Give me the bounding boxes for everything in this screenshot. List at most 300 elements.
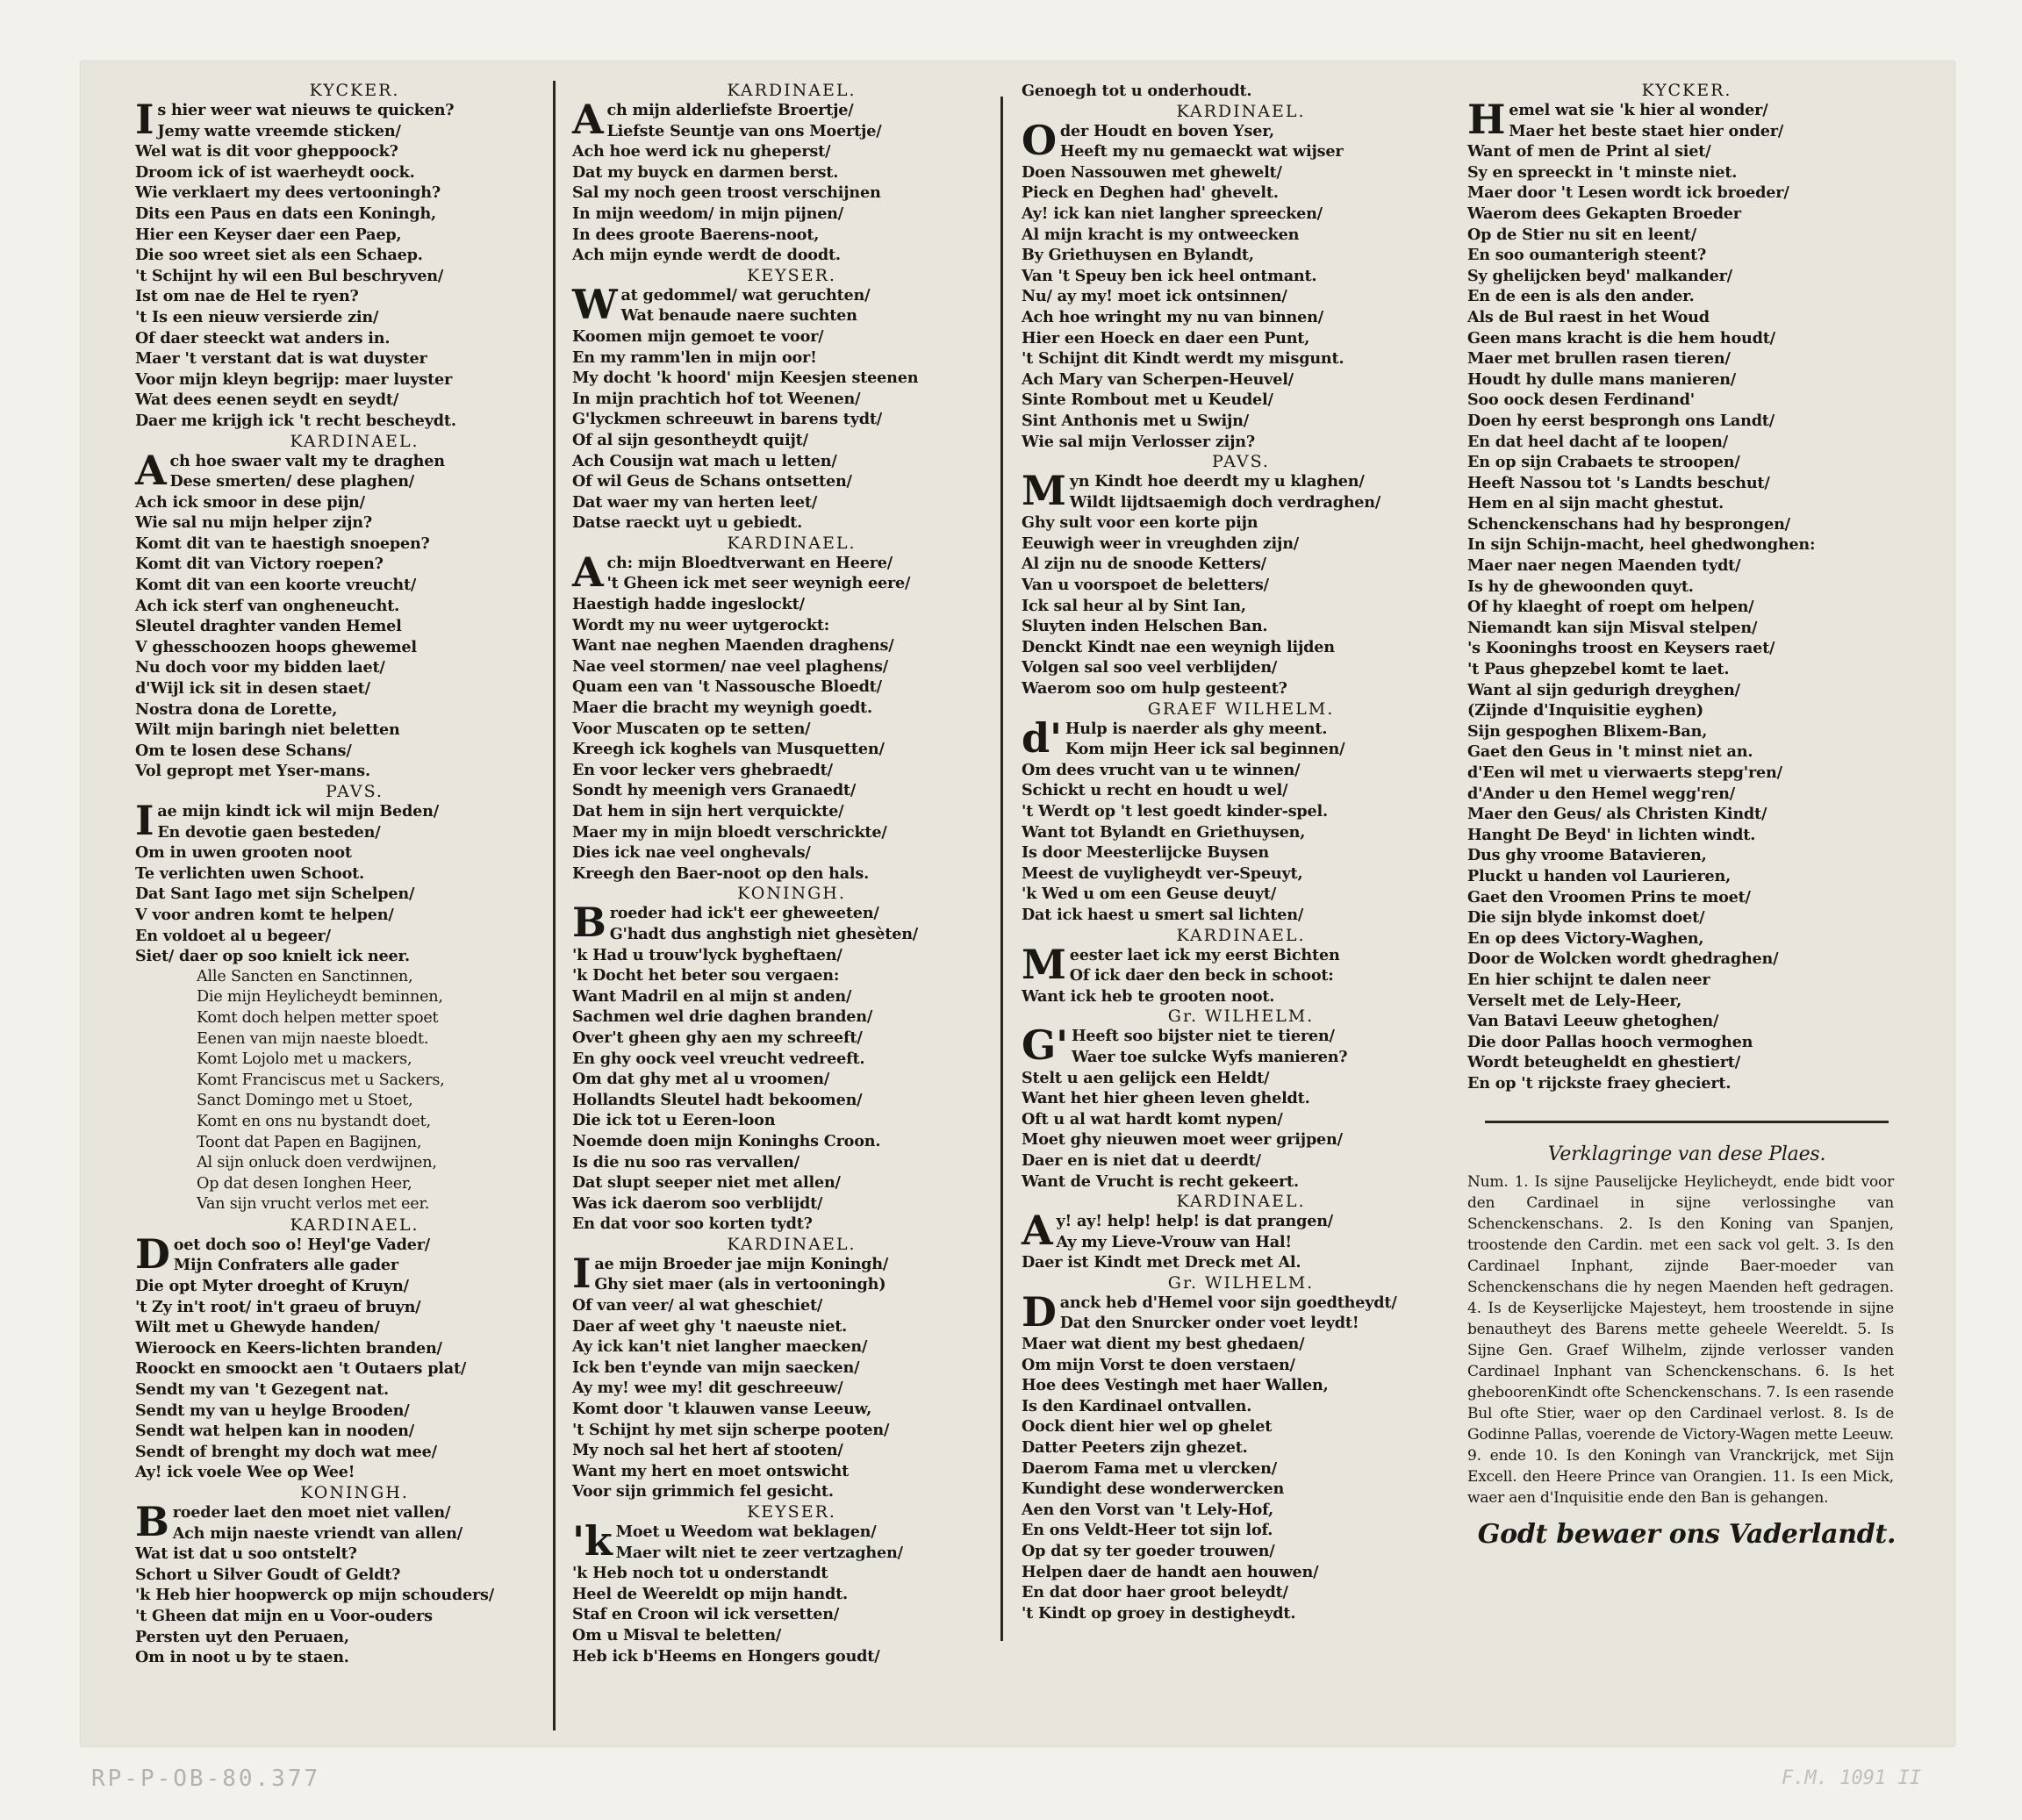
verse-line: Kreegh den Baer-noot op den hals. xyxy=(572,863,870,883)
verse-line: Aen den Vorst van 't Lely-Hof, xyxy=(1022,1500,1273,1519)
verse-line: Hollandts Sleutel hadt bekoomen/ xyxy=(572,1090,863,1109)
verse-line: Of daer steeckt wat anders in. xyxy=(135,328,391,348)
verse-line: Want tot Bylandt en Griethuysen, xyxy=(1022,822,1306,842)
verse-line: Ghy siet maer (als in vertooningh) xyxy=(594,1275,886,1294)
verse-line: Doet doch soo o! Heyl'ge Vader/ xyxy=(135,1229,430,1278)
verse-line: Dat waer my van herten leet/ xyxy=(572,492,818,512)
verse-line: d'Hulp is naerder als ghy meent. xyxy=(1022,713,1328,762)
speaker-heading: KARDINAEL. xyxy=(727,1234,857,1254)
verse-line: Meest de vuyligheydt ver-Speuyt, xyxy=(1022,863,1303,883)
verse-section xyxy=(572,534,1011,885)
verse-line: Daerom Fama met u vlercken/ xyxy=(1022,1458,1277,1478)
verse-line: Schenckenschans had hy besprongen/ xyxy=(1467,514,1790,534)
verse-line: Genoegh tot u onderhoudt. xyxy=(1022,82,1252,100)
verse-line: In mijn weedom/ in mijn pijnen/ xyxy=(572,204,844,223)
verse-line: Ick sal heur al by Sint Ian, xyxy=(1022,596,1246,615)
verse-line: Komt en ons nu bystandt doet, xyxy=(197,1112,431,1130)
verse-line: Om dees vrucht van u te winnen/ xyxy=(1022,760,1301,779)
verse-line: Ist om nae de Hel te ryen? xyxy=(135,287,359,306)
verse-line: Voor sijn grimmich fel gesicht. xyxy=(572,1482,834,1501)
verse-line: Sendt wat helpen kan in nooden/ xyxy=(135,1422,415,1441)
verse-line: Sy en spreeckt in 't minste niet. xyxy=(1467,162,1738,182)
verse-section xyxy=(135,1215,574,1483)
verse-line: Wie sal nu mijn helper zijn? xyxy=(135,513,372,533)
verse-line: Want of men de Print al siet/ xyxy=(1467,142,1711,161)
verse-line: Is door Meesterlijcke Buysen xyxy=(1022,843,1269,863)
verse-line: Daer en is niet dat u deerdt/ xyxy=(1022,1150,1261,1170)
verse-line: Daer me krijgh ick 't recht bescheydt. xyxy=(135,411,456,430)
verse-line: 's Kooninghs troost en Keysers raet/ xyxy=(1467,639,1775,658)
verse-line: Waerom dees Gekapten Broeder xyxy=(1467,204,1741,223)
verse-line: In dees groote Baerens-noot, xyxy=(572,225,820,244)
verse-line: Die door Pallas hooch vermoghen xyxy=(1467,1032,1753,1051)
verse-line: 'k Had u trouw'lyck bygheftaen/ xyxy=(572,945,842,964)
verse-line: Ay my! wee my! dit geschreeuw/ xyxy=(572,1379,843,1398)
verse-line: Broeder laet den moet niet vallen/ xyxy=(135,1498,451,1545)
verse-line: Wie verklaert my dees vertooningh? xyxy=(135,183,441,203)
verse-line: Dat ick haest u smert sal lichten/ xyxy=(1022,905,1304,924)
verse-line: Ick ben t'eynde van mijn saecken/ xyxy=(572,1358,860,1377)
verse-line: Want de Vrucht is recht gekeert. xyxy=(1022,1172,1299,1191)
verse-line: Geen mans kracht is die hem houdt/ xyxy=(1467,328,1775,348)
verse-line: Eeuwigh weer in vreughden zijn/ xyxy=(1022,534,1300,553)
verse-line: Van 't Speuy ben ick heel ontmant. xyxy=(1022,266,1317,285)
verse-line: Hoe dees Vestingh met haer Wallen, xyxy=(1022,1376,1329,1395)
verse-line: Over't gheen ghy aen my schreeft/ xyxy=(572,1028,863,1047)
verse-line: Die sijn blyde inkomst doet/ xyxy=(1467,908,1705,928)
verse-section xyxy=(135,432,574,783)
verse-line: Ach hoe wringht my nu van binnen/ xyxy=(1022,307,1323,326)
verse-line: V voor andren komt te helpen/ xyxy=(135,905,394,924)
verse-line: Die opt Myter droeght of Kruyn/ xyxy=(135,1277,409,1296)
verse-line: Maer den Geus/ als Christen Kindt/ xyxy=(1467,805,1767,824)
verse-line: Niemandt kan sijn Misval stelpen/ xyxy=(1467,618,1758,637)
verse-line: Haestigh hadde ingeslockt/ xyxy=(572,595,805,614)
verse-line: Schort u Silver Goudt of Geldt? xyxy=(135,1565,401,1584)
verse-line: Komt dit van Victory roepen? xyxy=(135,555,384,574)
verse-line: Oder Houdt en boven Yser, xyxy=(1022,116,1274,164)
verse-line: Van u voorspoet de beletters/ xyxy=(1022,576,1269,595)
verse-line: 'k Docht het beter sou vergaen: xyxy=(572,966,840,985)
verse-line: Iae mijn Broeder jae mijn Koningh/ xyxy=(572,1249,889,1297)
verse-line: Datse raeckt uyt u gebiedt. xyxy=(572,513,803,533)
verse-line: Op dat sy ter goeder trouwen/ xyxy=(1022,1542,1275,1560)
verse-line: Komt dit van een koorte vreucht/ xyxy=(135,576,417,595)
verse-line: Denckt Kindt nae een weynigh lijden xyxy=(1022,637,1335,656)
verse-line: En ghy oock veel vreucht vedreeft. xyxy=(572,1049,865,1068)
verse-line: Ay! ick kan niet langher spreecken/ xyxy=(1022,204,1323,223)
explanation-title: Verklagringe van dese Plaes. xyxy=(1547,1143,1826,1165)
verse-line: Komt door 't klauwen vanse Leeuw, xyxy=(572,1400,872,1419)
verse-line: In sijn Schijn-macht, heel ghedwonghen: xyxy=(1467,535,1816,555)
speaker-heading: KEYSER. xyxy=(747,265,836,285)
verse-line: Pluckt u handen vol Laurieren, xyxy=(1467,866,1732,885)
verse-line: Sanct Domingo met u Stoet, xyxy=(197,1092,413,1110)
verse-line: Hanght De Beyd' in lichten windt. xyxy=(1467,825,1756,844)
verse-line: Dus ghy vroome Batavieren, xyxy=(1467,846,1707,865)
verse-section xyxy=(135,967,574,1215)
divider-rule xyxy=(1485,1121,1889,1123)
verse-line: Volgen sal soo veel verblijden/ xyxy=(1022,658,1278,677)
verse-line: Wilt mijn baringh niet beletten xyxy=(135,720,400,740)
verse-line: Ay! ick voele Wee op Wee! xyxy=(135,1463,355,1482)
verse-line: Of van veer/ al wat gheschiet/ xyxy=(572,1296,823,1315)
verse-line: Maer door 't Lesen wordt ick broeder/ xyxy=(1467,183,1789,203)
verse-line: 'kMoet u Weedom wat beklagen/ xyxy=(572,1517,877,1565)
verse-line: Alle Sancten en Sanctinnen, xyxy=(197,967,413,985)
verse-line: Oft u al wat hardt komt nypen/ xyxy=(1022,1109,1283,1129)
verse-line: 't Gheen dat mijn en u Voor-ouders xyxy=(135,1606,433,1625)
verse-line: Quam een van 't Nassousche Bloedt/ xyxy=(572,677,882,697)
text-column-1 xyxy=(135,81,574,1668)
verse-line: Danck heb d'Hemel voor sijn goedtheydt/ xyxy=(1022,1287,1397,1336)
verse-line: Is hier weer wat nieuws te quicken? xyxy=(135,96,455,143)
verse-line: Maer 't verstant dat is wat duyster xyxy=(135,349,427,369)
verse-line: Nu/ ay my! moet ick ontsinnen/ xyxy=(1022,287,1287,306)
verse-line: Maer met brullen rasen tieren/ xyxy=(1467,349,1731,369)
verse-line: Om te losen dese Schans/ xyxy=(135,741,352,760)
verse-section xyxy=(1467,81,1906,1094)
verse-line: Eenen van mijn naeste bloedt. xyxy=(197,1029,429,1048)
verse-line: Doen Nassouwen met ghewelt/ xyxy=(1022,162,1282,182)
speaker-heading: KONINGH. xyxy=(300,1483,409,1502)
verse-line: Komt dit van te haestigh snoepen? xyxy=(135,534,430,553)
verse-line: Sijn gespoghen Blixem-Ban, xyxy=(1467,721,1708,741)
verse-line: Schickt u recht en houdt u wel/ xyxy=(1022,781,1288,800)
verse-line: Datter Peeters zijn ghezet. xyxy=(1022,1438,1248,1458)
verse-section xyxy=(572,81,1011,266)
verse-line: 't Kindt op groey in destigheydt. xyxy=(1022,1603,1296,1623)
verse-line: 'k Heb hier hoopwerck op mijn schouders/ xyxy=(135,1586,494,1605)
verse-line: Ach: mijn Bloedtverwant en Heere/ xyxy=(572,548,893,596)
verse-line: Om mijn Vorst te doen verstaen/ xyxy=(1022,1355,1295,1374)
verse-line: En voldoet al u begeer/ xyxy=(135,926,331,945)
verse-line: Wilt met u Ghewyde handen/ xyxy=(135,1318,380,1337)
verse-line: Heel de Weereldt op mijn handt. xyxy=(572,1584,848,1603)
verse-line: Wie sal mijn Verlosser zijn? xyxy=(1022,432,1256,451)
verse-line: Ach mijn naeste vriendt van allen/ xyxy=(172,1523,462,1543)
verse-line: Sendt my van 't Gezegent nat. xyxy=(135,1380,389,1400)
verse-line: 'k Heb noch tot u onderstandt xyxy=(572,1564,828,1583)
verse-line: Want my hert en moet ontswicht xyxy=(572,1461,850,1480)
verse-section xyxy=(135,81,574,432)
verse-line: Staf en Croon wil ick versetten/ xyxy=(572,1605,840,1624)
verse-line: Ghy sult voor een korte pijn xyxy=(1022,513,1258,533)
verse-line: Maer my in mijn bloedt verschrickte/ xyxy=(572,822,887,842)
verse-line: En voor lecker vers ghebraedt/ xyxy=(572,760,833,779)
verse-line: Al sijn onluck doen verdwijnen, xyxy=(197,1154,437,1172)
verse-line: Al zijn nu de snoode Ketters/ xyxy=(1022,555,1266,574)
verse-section xyxy=(135,1483,574,1668)
catalog-mark: F.M. 1091 II xyxy=(1782,1767,1921,1789)
verse-section xyxy=(1022,1273,1460,1624)
verse-line: Dat hem in sijn hert verquickte/ xyxy=(572,802,844,820)
verse-line: Van Batavi Leeuw ghetoghen/ xyxy=(1467,1012,1719,1031)
verse-line: Ach hoe swaer valt my te draghen xyxy=(135,446,445,494)
explanation-text: Num. 1. Is sijne Pauselijcke Heylicheydt, ende bidt voor den Cardinael in sijne verlossinghe van Schenckenschans. 2. Is den Koning van Spanjen, troostende den Cardin. met een sack vol gelt. 3. Is den Cardinael Inphant, zijnde Baer-moeder van Schenckenschans die hy negen Maenden heft gedragen. 4. Is de Keyserlijcke Majesteyt, hem troostende in sijne benautheyt des Barens mette geheele Weereldt. 5. Is Sijne Gen. Graef Wilhelm, zijnde verlosser vanden Cardinael Inphant van Schenckenschans. 6. Is het gheboorenKindt ofte Schenckenschans. 7. Is een rasende Bul ofte Stier, waer op den Cardinael verlost. 8. Is de Godinne Pallas, voerende de Victory-Wagen mette Leeuw. 9. ende 10. Is den Koningh van Vranckrijck, met Sijn Excell. den Heere Prince van Orangien. 11. Is een Mick, waer aen d'Inquisitie ende den Ban is gehangen. xyxy=(1467,1173,1894,1508)
verse-line: Te verlichten uwen Schoot. xyxy=(135,863,364,883)
verse-line: Meester laet ick my eerst Bichten xyxy=(1022,940,1340,988)
verse-line: Doen hy eerst besprongh ons Landt/ xyxy=(1467,411,1775,430)
verse-line: Dits een Paus en dats een Koningh, xyxy=(135,204,436,223)
verse-line: Maer naer negen Maenden tydt/ xyxy=(1467,556,1741,576)
verse-line: My noch sal het hert af stooten/ xyxy=(572,1441,843,1460)
speaker-heading: KARDINAEL. xyxy=(290,431,419,451)
text-column-3 xyxy=(1022,81,1460,1623)
verse-line: Wat benaude naere suchten xyxy=(620,306,857,326)
speaker-heading: Gr. WILHELM. xyxy=(1167,1007,1315,1027)
verse-line: Houdt hy dulle mans manieren/ xyxy=(1467,369,1737,389)
verse-line: En op 't rijckste fraey gheciert. xyxy=(1467,1073,1732,1093)
verse-line: Kom mijn Heer ick sal beginnen/ xyxy=(1065,740,1345,759)
verse-line: 't Schijnt dit Kindt werdt my misgunt. xyxy=(1022,349,1344,369)
verse-line: 't Gheen ick met seer weynigh eere/ xyxy=(606,574,911,593)
verse-line: 'k Wed u om een Geuse deuyt/ xyxy=(1022,885,1277,904)
verse-line: En de een is als den ander. xyxy=(1467,287,1695,306)
verse-line: Noemde doen mijn Koninghs Croon. xyxy=(572,1131,881,1150)
verse-line: En dat heel dacht af te loopen/ xyxy=(1467,432,1728,451)
verse-line: Pieck en Deghen had' ghevelt. xyxy=(1022,183,1279,203)
verse-line: Wildt lijdtsaemigh doch verdraghen/ xyxy=(1069,492,1381,512)
verse-line: Maer wat dient my best ghedaen/ xyxy=(1022,1335,1305,1354)
verse-line: Die ick tot u Eeren-loon xyxy=(572,1111,776,1130)
verse-line: Sluyten inden Helschen Ban. xyxy=(1022,617,1268,636)
verse-line: Al mijn kracht is my ontweecken xyxy=(1022,225,1300,244)
verse-line: 't Is een nieuw versierde zin/ xyxy=(135,307,379,326)
verse-line: Door de Wolcken wordt ghedraghen/ xyxy=(1467,949,1779,969)
verse-line: Wieroock en Keers-lichten branden/ xyxy=(135,1338,442,1358)
verse-line: Sint Anthonis met u Swijn/ xyxy=(1022,411,1249,430)
verse-line: Moet ghy nieuwen moet weer grijpen/ xyxy=(1022,1130,1343,1150)
verse-line: En op sijn Crabaets te stroopen/ xyxy=(1467,453,1740,472)
verse-line: Op dat desen Ionghen Heer, xyxy=(197,1174,412,1193)
verse-line: En devotie gaen besteden/ xyxy=(157,822,381,842)
verse-section xyxy=(572,884,1011,1235)
verse-line: 't Schijnt hy wil een Bul beschryven/ xyxy=(135,266,444,285)
verse-line: Komt doch helpen metter spoet xyxy=(197,1008,439,1027)
verse-line: En ons Veldt-Heer tot sijn lof. xyxy=(1022,1521,1273,1540)
verse-line: Want nae neghen Maenden draghens/ xyxy=(572,636,894,656)
verse-line: Hier een Keyser daer een Paep, xyxy=(135,225,402,244)
verse-line: Wat ist dat u soo ontstelt? xyxy=(135,1544,357,1564)
verse-line: Hemel wat sie 'k hier al wonder/ xyxy=(1467,96,1768,143)
verse-line: Wordt beteugheldt en ghestiert/ xyxy=(1467,1053,1740,1072)
verse-line: Ach ick smoor in dese pijn/ xyxy=(135,492,365,512)
verse-line: Of wil Geus de Schans ontsetten/ xyxy=(572,472,852,491)
verse-line: Ach Mary van Scherpen-Heuvel/ xyxy=(1022,369,1294,389)
motto: Godt bewaer ons Vaderlandt. xyxy=(1477,1519,1897,1551)
verse-line: Nostra dona de Lorette, xyxy=(135,699,338,719)
catalog-number: RP-P-OB-80.377 xyxy=(91,1766,321,1792)
verse-line: By Griethuysen en Bylandt, xyxy=(1022,246,1254,265)
verse-line: Myn Kindt hoe deerdt my u klaghen/ xyxy=(1022,467,1365,515)
verse-line: Die mijn Heylicheydt beminnen, xyxy=(197,988,443,1007)
speaker-heading: KARDINAEL. xyxy=(1176,925,1306,945)
verse-line: G'Heeft soo bijster niet te tieren/ xyxy=(1022,1021,1335,1070)
verse-line: Voor Muscaten op te setten/ xyxy=(572,719,811,738)
verse-line: Jemy watte vreemde sticken/ xyxy=(157,121,401,140)
verse-line: En dat voor soo korten tydt? xyxy=(572,1215,813,1234)
verse-line: Hier een Hoeck en daer een Punt, xyxy=(1022,328,1310,348)
verse-line: d'Wijl ick sit in desen staet/ xyxy=(135,679,370,699)
verse-line: Oock dient hier wel op ghelet xyxy=(1022,1417,1273,1437)
verse-line: Op de Stier nu sit en leent/ xyxy=(1467,225,1696,244)
speaker-heading: PAVS. xyxy=(326,782,384,801)
speaker-heading: Gr. WILHELM. xyxy=(1167,1272,1315,1293)
verse-line: Ay! ay! help! help! is dat prangen/ xyxy=(1022,1207,1334,1255)
verse-line: d'Een wil met u vierwaerts stepg'ren/ xyxy=(1467,763,1782,782)
printed-sheet xyxy=(81,61,1954,1746)
verse-line: Roockt en smoockt aen 't Outaers plat/ xyxy=(135,1359,467,1379)
speaker-heading: KONINGH. xyxy=(737,884,846,904)
verse-section xyxy=(1022,81,1460,102)
verse-line: Voor mijn kleyn begrijp: maer luyster xyxy=(135,369,453,389)
verse-section xyxy=(1022,699,1460,926)
verse-line: 't Werdt op 't lest goedt kinder-spel. xyxy=(1022,802,1328,820)
verse-section xyxy=(572,1502,1011,1666)
verse-section xyxy=(1022,1007,1460,1192)
verse-line: Iae mijn kindt ick wil mijn Beden/ xyxy=(135,797,439,844)
verse-line: Dat slupt seeper niet met allen/ xyxy=(572,1173,841,1193)
verse-line: G'lyckmen schreeuwt in barens tydt/ xyxy=(572,410,882,429)
verse-line: Gaet den Vroomen Prins te moet/ xyxy=(1467,887,1751,906)
speaker-heading: KARDINAEL. xyxy=(727,533,857,553)
verse-line: Of hy klaeght of roept om helpen/ xyxy=(1467,598,1754,617)
verse-line: Wat gedommel/ wat geruchten/ xyxy=(572,280,871,328)
verse-line: Waer toe sulcke Wyfs manieren? xyxy=(1071,1047,1348,1066)
speaker-heading: KYCKER. xyxy=(309,81,400,100)
verse-line: Gaet den Geus in 't minst niet an. xyxy=(1467,742,1753,762)
verse-section xyxy=(572,1235,1011,1502)
verse-line: Ach mijn eynde werdt de doodt. xyxy=(572,246,841,265)
verse-line: Om u Misval te beletten/ xyxy=(572,1625,782,1644)
verse-line: Want ick heb te grooten noot. xyxy=(1022,986,1275,1006)
speaker-heading: KARDINAEL. xyxy=(290,1215,419,1235)
verse-line: Ach ick sterf van ongheneucht. xyxy=(135,596,400,615)
verse-line: Sy ghelijcken beyd' malkander/ xyxy=(1467,266,1732,285)
verse-line: Heeft Nassou tot 's Landts beschut/ xyxy=(1467,473,1770,492)
text-column-2 xyxy=(572,81,1011,1666)
speaker-heading: PAVS. xyxy=(1212,452,1270,472)
verse-line: En dat door haer groot beleydt/ xyxy=(1022,1583,1288,1602)
verse-line: Sachmen wel drie daghen branden/ xyxy=(572,1007,873,1027)
verse-line: Nu doch voor my bidden laet/ xyxy=(135,658,385,677)
verse-section xyxy=(572,266,1011,534)
verse-line: Liefste Seuntje van ons Moertje/ xyxy=(606,121,882,140)
verse-line: Sinte Rombout met u Keudel/ xyxy=(1022,391,1273,410)
verse-line: Komt Franciscus met u Sackers, xyxy=(197,1071,445,1089)
speaker-heading: GRAEF WILHELM. xyxy=(1147,699,1335,719)
verse-line: Die soo wreet siet als een Schaep. xyxy=(135,246,423,265)
verse-line: Want het hier gheen leven gheldt. xyxy=(1022,1089,1310,1108)
verse-line: 't Schijnt hy met sijn scherpe pooten/ xyxy=(572,1420,890,1439)
verse-line: Van sijn vrucht verlos met eer. xyxy=(197,1195,430,1214)
verse-line: En my ramm'len in mijn oor! xyxy=(572,348,817,367)
verse-line: Ach mijn alderliefste Broertje/ xyxy=(572,96,854,143)
verse-line: 't Zy in't root/ in't graeu of bruyn/ xyxy=(135,1297,421,1316)
verse-section xyxy=(135,782,574,967)
verse-line: Vol gepropt met Yser-mans. xyxy=(135,762,370,781)
verse-line: Siet/ daer op soo knielt ick neer. xyxy=(135,947,410,966)
speaker-heading: KEYSER. xyxy=(747,1502,836,1522)
verse-line: Is hy de ghewoonden quyt. xyxy=(1467,577,1694,596)
verse-section xyxy=(1022,1192,1460,1273)
verse-line: My docht 'k hoord' mijn Keesjen steenen xyxy=(572,369,919,388)
verse-line: Sondt hy meenigh vers Granaedt/ xyxy=(572,781,857,800)
verse-line: Koomen mijn gemoet te voor/ xyxy=(572,326,824,346)
speaker-heading: KARDINAEL. xyxy=(727,81,857,100)
verse-section xyxy=(1022,452,1460,699)
verse-section xyxy=(1022,926,1460,1007)
verse-line: Maer die bracht my weynigh goedt. xyxy=(572,699,872,718)
verse-line: Om dat ghy met al u vroomen/ xyxy=(572,1070,830,1089)
speaker-heading: KARDINAEL. xyxy=(1176,101,1306,121)
verse-line: Want Madril en al mijn st anden/ xyxy=(572,986,852,1006)
verse-line: G'hadt dus anghstigh niet ghesèten/ xyxy=(609,924,919,943)
verse-line: Als de Bul raest in het Woud xyxy=(1467,307,1710,326)
verse-line: Daer ist Kindt met Dreck met Al. xyxy=(1022,1253,1301,1272)
verse-line: Broeder had ick't eer gheweeten/ xyxy=(572,899,879,947)
verse-line: En hier schijnt te dalen neer xyxy=(1467,970,1710,989)
verse-line: Kreegh ick koghels van Musquetten/ xyxy=(572,740,885,759)
verse-line: Komt Lojolo met u mackers, xyxy=(197,1050,412,1069)
verse-line: Persten uyt den Peruaen, xyxy=(135,1627,349,1646)
text-column-4 xyxy=(1467,81,1906,1551)
verse-line: Was ick daerom soo verblijdt/ xyxy=(572,1193,823,1213)
verse-line: Droom ick of ist waerheydt oock. xyxy=(135,162,415,182)
verse-line: Om in noot u by te staen. xyxy=(135,1648,349,1667)
verse-line: Helpen daer de handt aen houwen/ xyxy=(1022,1562,1319,1581)
verse-line: Ay ick kan't niet langher maecken/ xyxy=(572,1337,868,1357)
verse-line: Dat Sant Iago met sijn Schelpen/ xyxy=(135,885,415,904)
verse-line: Ay my Lieve-Vrouw van Hal! xyxy=(1056,1232,1292,1251)
verse-line: V ghesschoozen hoops ghewemel xyxy=(135,637,417,656)
verse-line: Wordt my nu weer uytgerockt: xyxy=(572,615,830,634)
verse-line: Toont dat Papen en Bagijnen, xyxy=(197,1133,422,1151)
verse-line: Dies ick nae veel onghevals/ xyxy=(572,843,811,863)
verse-line: Hem en al sijn macht ghestut. xyxy=(1467,494,1724,513)
verse-line: Dat den Snurcker onder voet leydt! xyxy=(1059,1314,1359,1333)
verse-line: d'Ander u den Hemel wegg'ren/ xyxy=(1467,784,1735,803)
verse-line: 't Paus ghepzebel komt te laet. xyxy=(1467,660,1730,679)
verse-line: Is den Kardinael ontvallen. xyxy=(1022,1396,1252,1415)
verse-line: Maer wilt niet te zeer vertzaghen/ xyxy=(615,1543,903,1562)
verse-line: Om in uwen grooten noot xyxy=(135,843,352,863)
verse-line: Mijn Confraters alle gader xyxy=(173,1256,398,1275)
verse-line: Heeft my nu gemaeckt wat wijser xyxy=(1059,142,1344,161)
verse-line: Waerom soo om hulp gesteent? xyxy=(1022,679,1287,699)
verse-line: Heb ick b'Heems en Hongers goudt/ xyxy=(572,1646,880,1666)
verse-line: Ach hoe werd ick nu gheperst/ xyxy=(572,142,831,161)
verse-line: Sendt my van u heylge Brooden/ xyxy=(135,1401,410,1420)
verse-line: Of ick daer den beck in schoot: xyxy=(1069,966,1334,985)
verse-line: En soo oumanterigh steent? xyxy=(1467,246,1707,265)
verse-line: Of al sijn gesontheydt quijt/ xyxy=(572,430,808,449)
verse-line: Kundight dese wonderwercken xyxy=(1022,1480,1285,1499)
verse-line: In mijn prachtich hof tot Weenen/ xyxy=(572,389,861,408)
verse-line: Sendt of brenght my doch wat mee/ xyxy=(135,1442,437,1461)
verse-line: Verselt met de Lely-Heer, xyxy=(1467,991,1682,1010)
verse-line: (Zijnde d'Inquisitie eyghen) xyxy=(1467,701,1704,720)
verse-line: Soo oock desen Ferdinand' xyxy=(1467,391,1695,410)
verse-line: Maer het beste staet hier onder/ xyxy=(1509,121,1784,140)
verse-section xyxy=(1022,102,1460,453)
verse-line: Nae veel stormen/ nae veel plaghens/ xyxy=(572,656,888,676)
verse-line: Want al sijn gedurigh dreyghen/ xyxy=(1467,680,1740,699)
verse-line: Ach Cousijn wat mach u letten/ xyxy=(572,451,837,470)
verse-line: Dese smerten/ dese plaghen/ xyxy=(169,472,415,491)
verse-line: Stelt u aen gelijck een Heldt/ xyxy=(1022,1068,1270,1087)
